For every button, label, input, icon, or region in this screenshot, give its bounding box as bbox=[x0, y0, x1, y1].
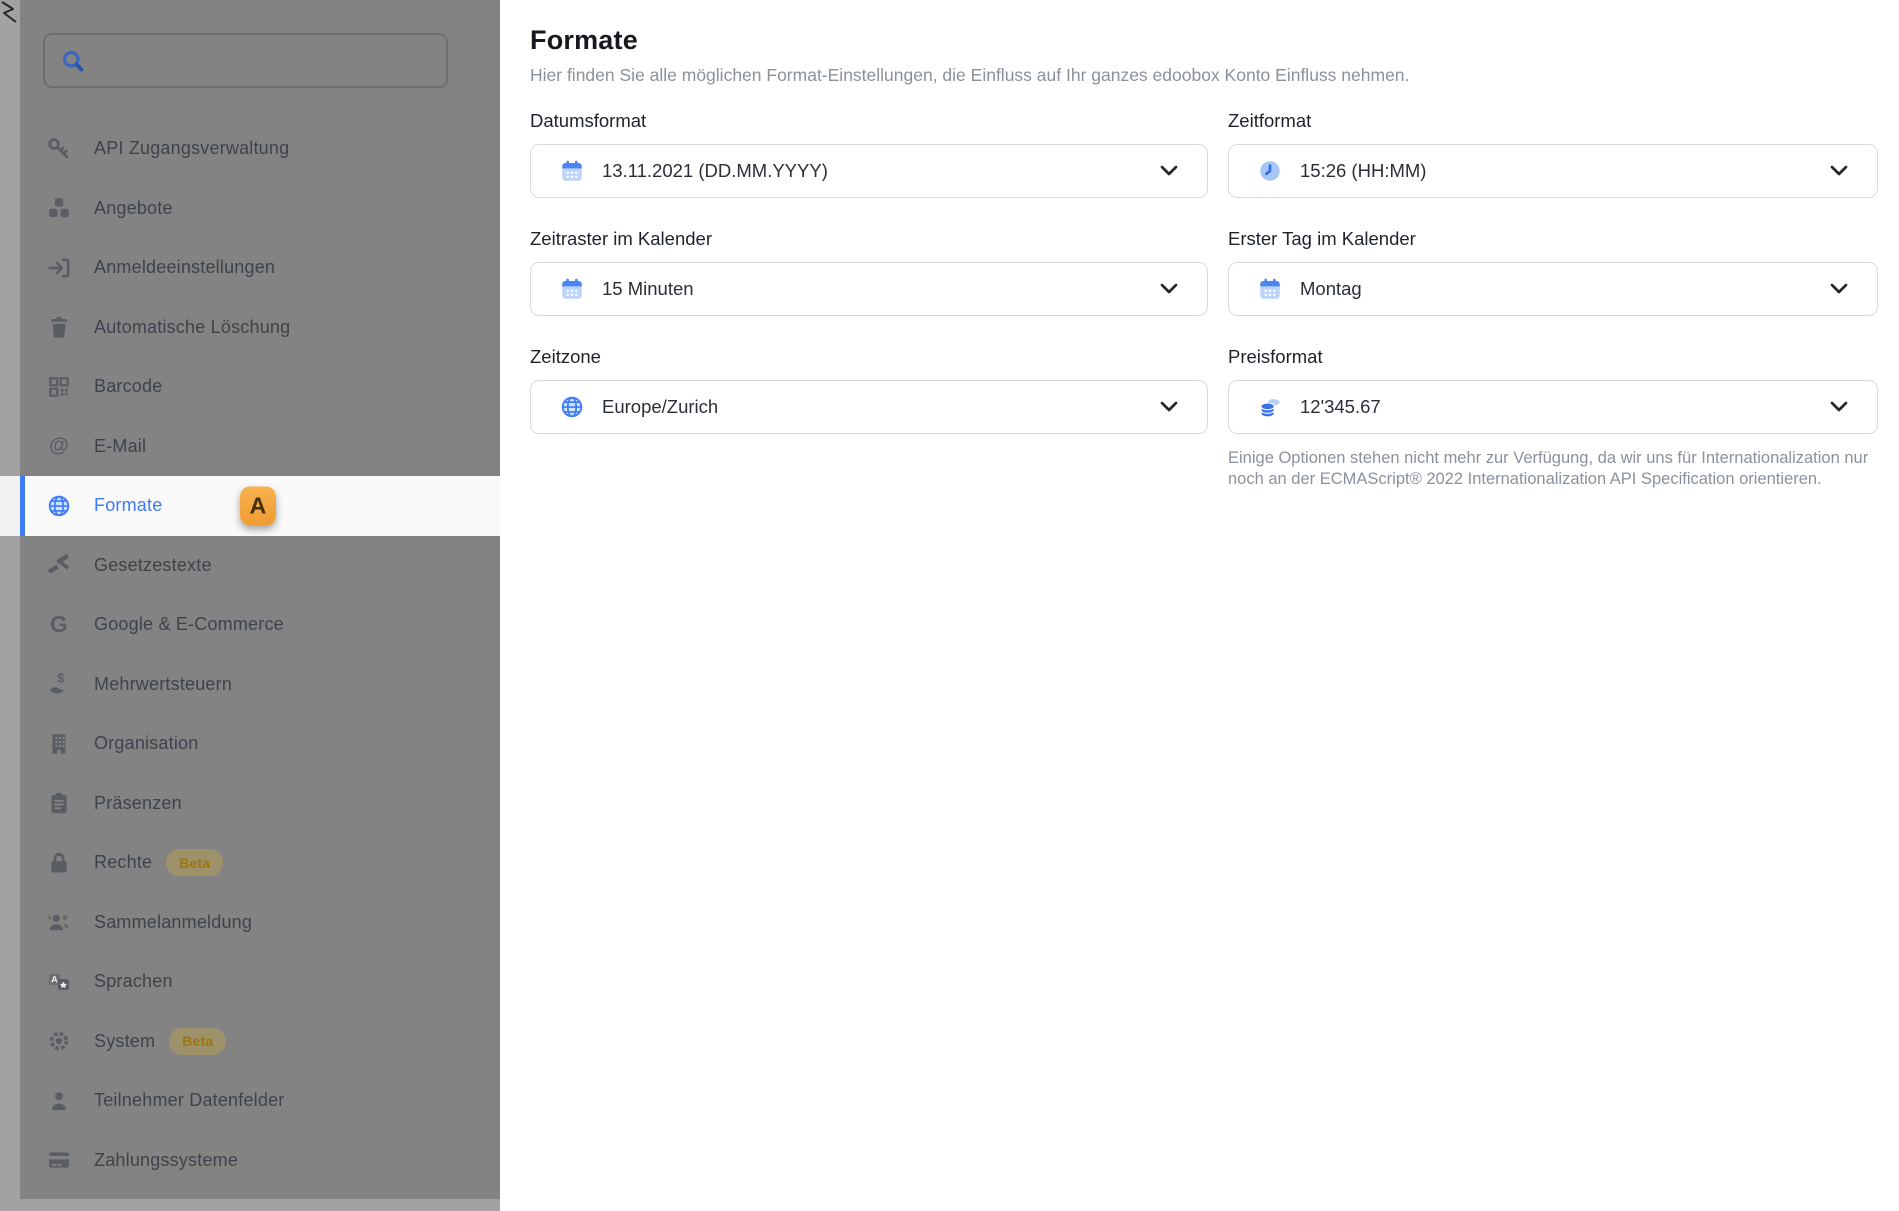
sidebar-item-label: System bbox=[94, 1030, 156, 1051]
sidebar-item-barcode[interactable] bbox=[0, 357, 500, 417]
svg-text:A: A bbox=[51, 974, 58, 985]
preisformat-select[interactable] bbox=[1228, 380, 1878, 434]
field-group-preisformat bbox=[1228, 346, 1878, 507]
sidebar-search[interactable] bbox=[43, 33, 448, 88]
sidebar-item-teilnehmer-datenfelder[interactable] bbox=[0, 1071, 500, 1131]
page-subtitle: Hier finden Sie alle möglichen Format-Einstellungen, die Einfluss auf Ihr ganzes edoobox Konto Einfluss nehmen. bbox=[530, 65, 1410, 85]
svg-text:$: $ bbox=[57, 671, 65, 686]
selected-value: Montag bbox=[1300, 278, 1362, 299]
field-label: Datumsformat bbox=[530, 110, 647, 131]
sidebar-item-label: Formate bbox=[94, 495, 163, 516]
annotation-marker-a: A bbox=[240, 486, 276, 525]
sidebar-item-system[interactable] bbox=[0, 1012, 500, 1072]
sidebar-item-label: Sammelanmeldung bbox=[94, 911, 253, 932]
users-icon bbox=[46, 909, 72, 935]
chevron-down-icon bbox=[1157, 277, 1181, 301]
sidebar-item-zahlungssysteme[interactable] bbox=[0, 1131, 500, 1191]
sidebar-item-label: Automatische Löschung bbox=[94, 316, 291, 337]
field-group-zeitraster-im-kalender bbox=[530, 228, 1208, 316]
selected-value: Europe/Zurich bbox=[602, 396, 719, 417]
selected-value: 15:26 (HH:MM) bbox=[1300, 160, 1427, 181]
field-label: Zeitformat bbox=[1228, 110, 1312, 131]
sidebar-item-google-e-commerce[interactable] bbox=[0, 595, 500, 655]
field-label: Erster Tag im Kalender bbox=[1228, 228, 1416, 249]
sidebar-bottom-strip bbox=[0, 1199, 500, 1211]
page-title: Formate bbox=[530, 25, 638, 55]
trash-icon bbox=[46, 314, 72, 340]
sidebar-item-gesetzestexte[interactable] bbox=[0, 536, 500, 596]
sidebar-item-präsenzen[interactable] bbox=[0, 774, 500, 834]
globe-blue-icon bbox=[559, 394, 585, 420]
field-label: Zeitraster im Kalender bbox=[530, 228, 712, 249]
key-icon bbox=[46, 136, 72, 162]
selected-value: 12'345.67 bbox=[1300, 396, 1381, 417]
field-group-erster-tag-im-kalender bbox=[1228, 228, 1878, 316]
calendar-icon bbox=[559, 276, 585, 302]
sidebar-item-angebote[interactable] bbox=[0, 179, 500, 239]
sign-in-icon bbox=[46, 255, 72, 281]
sidebar-item-rechte[interactable] bbox=[0, 833, 500, 893]
beta-badge: Beta bbox=[166, 849, 223, 876]
sidebar-item-anmeldeeinstellungen[interactable] bbox=[0, 238, 500, 298]
active-accent-bar bbox=[20, 476, 25, 536]
field-note: Einige Optionen stehen nicht mehr zur Verfügung, da wir uns für Internationalization nur noch an der ECMAScript® 2022 Internationalization API Specification orientieren. bbox=[1228, 449, 1869, 489]
spotlight-edge bbox=[0, 476, 20, 536]
sidebar-item-label: Zahlungssysteme bbox=[94, 1149, 239, 1170]
sidebar-item-sammelanmeldung[interactable] bbox=[0, 893, 500, 953]
gear-icon bbox=[46, 1028, 72, 1054]
google-g-icon bbox=[46, 612, 72, 638]
search-icon bbox=[60, 48, 86, 74]
clock-icon bbox=[1257, 158, 1283, 184]
svg-text:@: @ bbox=[48, 433, 70, 457]
sidebar-item-label: API Zugangsverwaltung bbox=[94, 138, 290, 159]
chevron-down-icon bbox=[1157, 395, 1181, 419]
coins-icon bbox=[1257, 394, 1283, 420]
sidebar-item-formate[interactable] bbox=[0, 476, 500, 536]
sidebar-item-sprachen[interactable] bbox=[0, 952, 500, 1012]
sidebar-item-label: Gesetzestexte bbox=[94, 554, 212, 575]
qr-code-icon bbox=[46, 374, 72, 400]
field-group-zeitzone bbox=[530, 346, 1208, 507]
sidebar-item-label: Präsenzen bbox=[94, 792, 182, 813]
at-icon bbox=[46, 433, 72, 459]
sidebar-item-label: Organisation bbox=[94, 733, 199, 754]
chevron-down-icon bbox=[1827, 159, 1851, 183]
scribble-annotation bbox=[1, 1, 19, 23]
format-fields-grid bbox=[530, 110, 1878, 507]
selected-value: 15 Minuten bbox=[602, 278, 694, 299]
sidebar-item-label: E-Mail bbox=[94, 435, 147, 456]
globe-icon bbox=[46, 493, 72, 519]
sidebar-item-label: Barcode bbox=[94, 376, 163, 397]
sidebar-item-label: Teilnehmer Datenfelder bbox=[94, 1090, 285, 1111]
hand-dollar-icon bbox=[46, 671, 72, 697]
sidebar-item-label: Angebote bbox=[94, 197, 173, 218]
svg-text:G: G bbox=[50, 611, 68, 637]
sidebar-item-label: Mehrwertsteuern bbox=[94, 673, 233, 694]
field-label: Preisformat bbox=[1228, 346, 1323, 367]
calendar-icon bbox=[1257, 276, 1283, 302]
zeitformat-select[interactable] bbox=[1228, 144, 1878, 198]
sidebar-item-e-mail[interactable] bbox=[0, 417, 500, 477]
sidebar-nav bbox=[0, 119, 500, 1190]
gavel-icon bbox=[46, 552, 72, 578]
sidebar-item-label: Google & E-Commerce bbox=[94, 614, 284, 635]
erster-tag-im-kalender-select[interactable] bbox=[1228, 262, 1878, 316]
sidebar-item-organisation[interactable] bbox=[0, 714, 500, 774]
lock-icon bbox=[46, 850, 72, 876]
sidebar-item-api-zugangsverwaltung[interactable] bbox=[0, 119, 500, 179]
zeitzone-select[interactable] bbox=[530, 380, 1208, 434]
field-label: Zeitzone bbox=[530, 346, 601, 367]
credit-card-icon bbox=[46, 1147, 72, 1173]
building-icon bbox=[46, 731, 72, 757]
search-input[interactable] bbox=[86, 40, 446, 82]
chevron-down-icon bbox=[1827, 395, 1851, 419]
zeitraster-im-kalender-select[interactable] bbox=[530, 262, 1208, 316]
person-icon bbox=[46, 1088, 72, 1114]
beta-badge: Beta bbox=[169, 1028, 226, 1055]
calendar-icon bbox=[559, 158, 585, 184]
field-group-datumsformat bbox=[530, 110, 1208, 198]
chevron-down-icon bbox=[1157, 159, 1181, 183]
settings-sidebar bbox=[0, 0, 500, 1211]
translate-icon bbox=[46, 969, 72, 995]
sidebar-item-mehrwertsteuern[interactable] bbox=[0, 655, 500, 715]
cubes-icon bbox=[46, 195, 72, 221]
datumsformat-select[interactable] bbox=[530, 144, 1208, 198]
sidebar-item-label: Anmeldeeinstellungen bbox=[94, 257, 276, 278]
field-group-zeitformat bbox=[1228, 110, 1878, 198]
clipboard-icon bbox=[46, 790, 72, 816]
selected-value: 13.11.2021 (DD.MM.YYYY) bbox=[602, 160, 828, 181]
sidebar-item-label: Rechte bbox=[94, 852, 153, 873]
formats-panel bbox=[500, 0, 1899, 1211]
sidebar-item-label: Sprachen bbox=[94, 971, 173, 992]
sidebar-item-automatische-löschung[interactable] bbox=[0, 298, 500, 358]
chevron-down-icon bbox=[1827, 277, 1851, 301]
